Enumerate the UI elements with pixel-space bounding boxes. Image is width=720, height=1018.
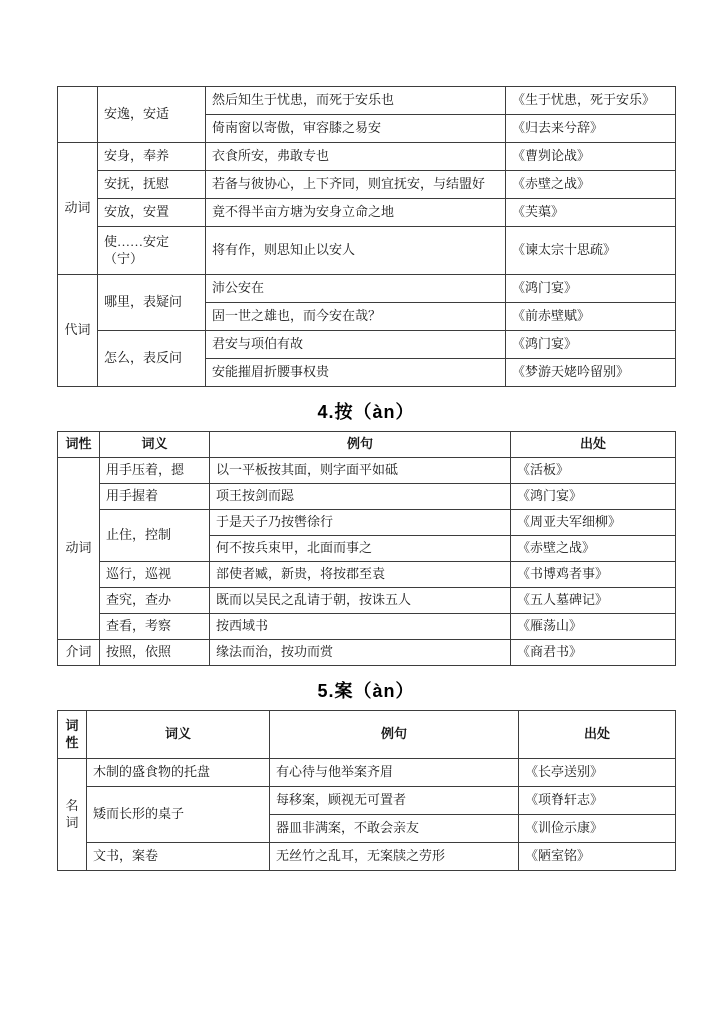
source-cell: 《赤壁之战》	[506, 171, 676, 199]
meaning-cell: 止住，控制	[100, 510, 210, 562]
source-cell: 《项脊轩志》	[519, 787, 676, 815]
meaning-cell: 矮而长形的桌子	[87, 787, 270, 843]
example-cell: 若备与彼协心，上下齐同，则宜抚安，与结盟好	[206, 171, 506, 199]
table-row	[58, 171, 676, 199]
source-cell: 《雁荡山》	[511, 614, 676, 640]
header-cell: 词性	[58, 711, 87, 759]
meaning-cell: 安抚，抚慰	[98, 171, 206, 199]
meaning-cell: 木制的盛食物的托盘	[87, 759, 270, 787]
example-cell: 缘法而治，按功而赏	[210, 640, 511, 666]
source-cell: 《前赤壁赋》	[506, 303, 676, 331]
section-title-an5: 5.案（àn）	[317, 681, 415, 701]
pos-cell-verb: 动词	[58, 458, 100, 640]
meaning-cell: 怎么，表反问	[98, 331, 206, 387]
source-cell: 《训俭示康》	[519, 815, 676, 843]
table-header-row	[58, 432, 676, 458]
header-cell: 出处	[511, 432, 676, 458]
table-row	[58, 787, 676, 815]
header-cell: 词性	[58, 432, 100, 458]
source-cell: 《梦游天姥吟留别》	[506, 359, 676, 387]
an5-table	[57, 710, 676, 871]
table-row	[58, 640, 676, 666]
source-cell: 《五人墓碑记》	[511, 588, 676, 614]
header-cell: 词义	[100, 432, 210, 458]
source-cell: 《谏太宗十思疏》	[506, 227, 676, 275]
source-cell: 《曹刿论战》	[506, 143, 676, 171]
meaning-cell: 使……安定（宁）	[98, 227, 206, 275]
source-cell: 《活板》	[511, 458, 676, 484]
source-cell: 《商君书》	[511, 640, 676, 666]
pos-cell-verb: 动词	[58, 143, 98, 275]
an4-table	[57, 431, 676, 666]
table-row	[58, 484, 676, 510]
source-cell: 《长亭送别》	[519, 759, 676, 787]
pos-cell	[58, 87, 98, 143]
table-row	[58, 843, 676, 871]
table-row	[58, 199, 676, 227]
example-cell: 君安与项伯有故	[206, 331, 506, 359]
table-row	[58, 614, 676, 640]
example-cell: 固一世之雄也，而今安在哉？	[206, 303, 506, 331]
source-cell: 《鸿门宴》	[511, 484, 676, 510]
header-cell: 词义	[87, 711, 270, 759]
example-cell: 安能摧眉折腰事权贵	[206, 359, 506, 387]
section-title-an4: 4.按（àn）	[317, 402, 415, 422]
table-row	[58, 510, 676, 536]
source-cell: 《赤壁之战》	[511, 536, 676, 562]
meaning-cell: 查究，查办	[100, 588, 210, 614]
example-cell: 倚南窗以寄傲，审容膝之易安	[206, 115, 506, 143]
example-cell: 部使者臧，新贵，将按郡至袁	[210, 562, 511, 588]
source-cell: 《陋室铭》	[519, 843, 676, 871]
meaning-cell: 安放，安置	[98, 199, 206, 227]
table-row	[58, 227, 676, 275]
table-row	[58, 331, 676, 359]
example-cell: 竟不得半亩方塘为安身立命之地	[206, 199, 506, 227]
example-cell: 无丝竹之乱耳，无案牍之劳形	[270, 843, 519, 871]
example-cell: 每移案，顾视无可置者	[270, 787, 519, 815]
source-cell: 《鸿门宴》	[506, 275, 676, 303]
source-cell: 《周亚夫军细柳》	[511, 510, 676, 536]
source-cell: 《生于忧患，死于安乐》	[506, 87, 676, 115]
an-continuation-table	[57, 86, 676, 387]
header-cell: 例句	[210, 432, 511, 458]
meaning-cell: 用手握着	[100, 484, 210, 510]
example-cell: 有心待与他举案齐眉	[270, 759, 519, 787]
source-cell: 《鸿门宴》	[506, 331, 676, 359]
pos-cell-preposition: 介词	[58, 640, 100, 666]
table-row	[58, 143, 676, 171]
table-row	[58, 458, 676, 484]
example-cell: 于是天子乃按辔徐行	[210, 510, 511, 536]
meaning-cell: 查看，考察	[100, 614, 210, 640]
meaning-cell: 安逸，安适	[98, 87, 206, 143]
table-row	[58, 759, 676, 787]
header-cell: 例句	[270, 711, 519, 759]
meaning-cell: 按照，依照	[100, 640, 210, 666]
source-cell: 《归去来兮辞》	[506, 115, 676, 143]
example-cell: 然后知生于忧患，而死于安乐也	[206, 87, 506, 115]
meaning-cell: 巡行，巡视	[100, 562, 210, 588]
table-row	[58, 275, 676, 303]
pos-cell-pronoun: 代词	[58, 275, 98, 387]
meaning-cell: 文书，案卷	[87, 843, 270, 871]
table-row	[58, 562, 676, 588]
example-cell: 既而以吴民之乱请于朝，按诛五人	[210, 588, 511, 614]
meaning-cell: 用手压着，摁	[100, 458, 210, 484]
example-cell: 按西域书	[210, 614, 511, 640]
example-cell: 衣食所安，弗敢专也	[206, 143, 506, 171]
table-row	[58, 588, 676, 614]
example-cell: 以一平板按其面，则字面平如砥	[210, 458, 511, 484]
table-row	[58, 87, 676, 115]
source-cell: 《书博鸡者事》	[511, 562, 676, 588]
meaning-cell: 哪里，表疑问	[98, 275, 206, 331]
example-cell: 项王按剑而跽	[210, 484, 511, 510]
example-cell: 沛公安在	[206, 275, 506, 303]
meaning-cell: 安身，奉养	[98, 143, 206, 171]
example-cell: 何不按兵束甲，北面而事之	[210, 536, 511, 562]
example-cell: 器皿非满案，不敢会亲友	[270, 815, 519, 843]
source-cell: 《芙蕖》	[506, 199, 676, 227]
example-cell: 将有作，则思知止以安人	[206, 227, 506, 275]
header-cell: 出处	[519, 711, 676, 759]
pos-cell-noun: 名词	[58, 759, 87, 871]
table-header-row	[58, 711, 676, 759]
